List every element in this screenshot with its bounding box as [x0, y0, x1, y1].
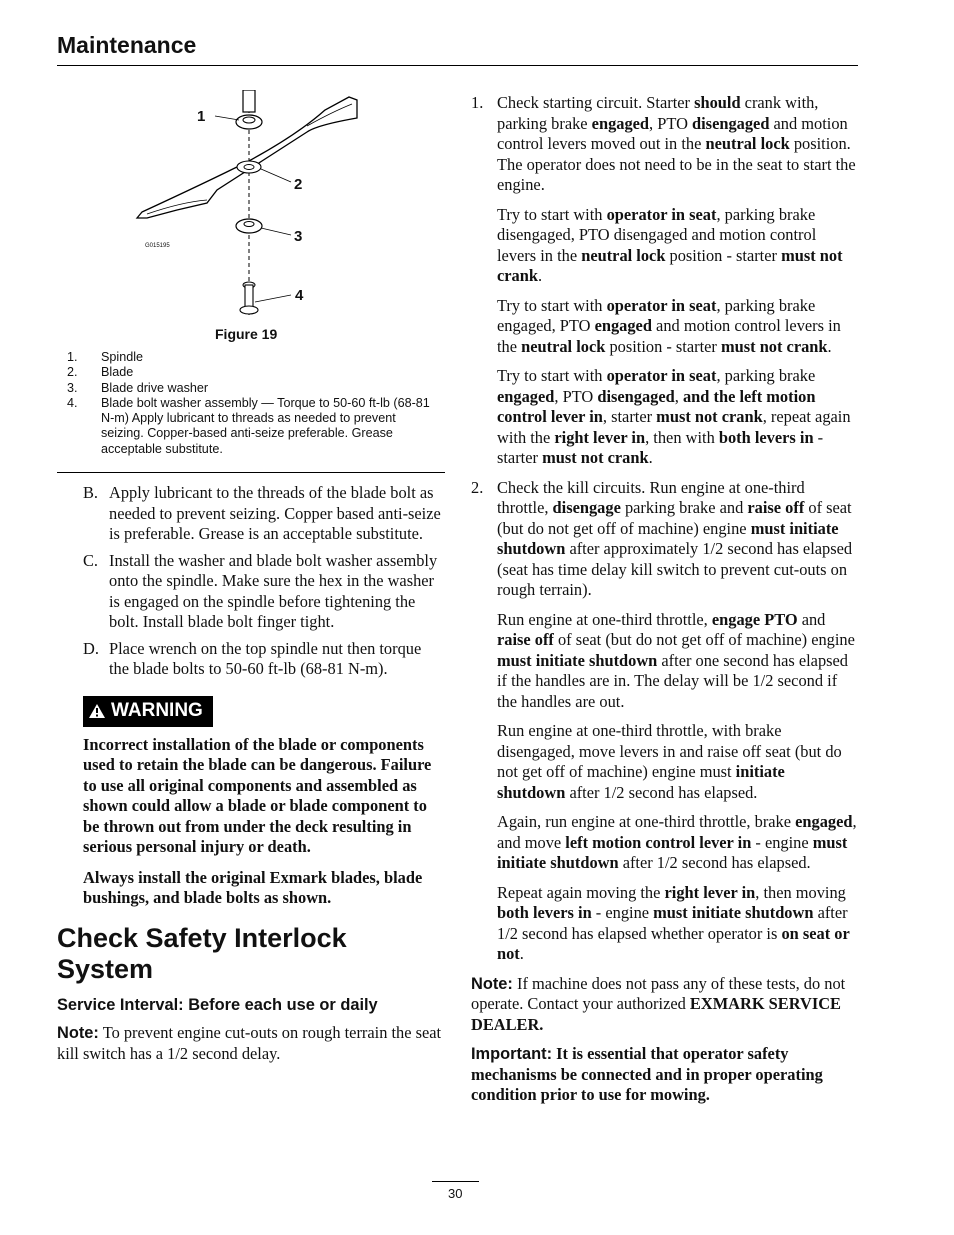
warning-paragraph: Always install the original Exmark blades, blade bushings, and blade bolts as shown. — [83, 867, 423, 908]
header-divider — [57, 65, 858, 66]
callout-3: 3 — [294, 228, 303, 245]
left-column — [57, 90, 445, 1073]
item1-paragraph-2: Try to start with operator in seat, parking brake disengaged, PTO disengaged and motion control levers in the neutral lock position - starter must not crank. — [497, 204, 843, 285]
item1-paragraph-3: Try to start with operator in seat, parking brake engaged, PTO engaged and motion control levers in the neutral lock position - starter must not crank. — [497, 295, 841, 356]
section-title: Check Safety Interlock System — [57, 922, 347, 984]
list-item-1: 1. Check starting circuit. Starter should crank with, parking brake engaged, PTO disengaged and motion control levers moved out in the neutral lock position. The operator does not need to be in the seat to start the engine. — [471, 93, 856, 194]
page-number: 30 — [448, 1186, 463, 1201]
step-b: B. Apply lubricant to the threads of the blade bolt as needed to prevent seizing. Copper based anti-seize is preferable. Grease is an acceptable substitute. — [83, 483, 441, 544]
item2-paragraph-1: Check the kill circuits. Run engine at one-third throttle, disengage parking brake and raise off of seat (but do not get off of machine) engine must initiate shutdown after approximately 1/2 second has elapsed (seat has time delay kill switch to prevent cut-outs on rough terrain). — [497, 477, 853, 599]
warning-paragraph: Incorrect installation of the blade or components used to retain the blade can be dangerous. Failure to use all original components and assembled as shown could allow a blade or blade component to be thrown out from under the deck resulting in serious personal injury or death. — [83, 734, 432, 857]
item1-paragraph-1: Check starting circuit. Starter should crank with, parking brake engaged, PTO disengaged and motion control levers moved out in the neutral lock position. The operator does not need to be in the seat to start the engine. — [497, 93, 856, 194]
right-column — [471, 93, 857, 1115]
footer-divider — [432, 1181, 479, 1182]
item2-paragraph-3: Run engine at one-third throttle, with brake disengaged, move levers in and raise off seat (but do not get off of machine) engine must initiate shutdown after 1/2 second has elapsed. — [497, 721, 842, 802]
legend-item: 4. Blade bolt washer assembly — Torque to 50-60 ft-lb (68-81 N-m) Apply lubricant to threads as needed to prevent seizing. Copper-based anti-seize preferable. Grease acceptable substitute. — [67, 395, 430, 456]
item2-paragraph-4: Again, run engine at one-third throttle, brake engaged, and move left motion control lever in - engine must initiate shutdown after 1/2 second has elapsed. — [497, 812, 857, 872]
item2-paragraph-2: Run engine at one-third throttle, engage PTO and raise off of seat (but do not get off of machine) engine must initiate shutdown after one second has elapsed if the handles are in. The delay will be 1/2 second if the handles are out. — [497, 609, 855, 711]
callout-4: 4 — [295, 287, 304, 304]
list-item-2: 2. Check the kill circuits. Run engine at one-third throttle, disengage parking brake and raise off of seat (but do not get off of machine) engine must initiate shutdown after approximately 1/2 second has elapsed (seat has time delay kill switch to prevent cut-outs on rough terrain). — [471, 478, 857, 601]
step-d: D. Place wrench on the top spindle nut then torque the blade bolts to 50-60 ft-lb (68-81 N-m). — [83, 638, 422, 679]
spindle-shape — [243, 90, 255, 112]
warning-text — [83, 735, 445, 909]
page-header-title: Maintenance — [57, 32, 197, 58]
callout-1: 1 — [197, 108, 206, 125]
legend-divider — [57, 472, 445, 473]
seat-delay-note: Note: To prevent engine cut-outs on rough terrain the seat kill switch has a 1/2 second delay. — [57, 1023, 442, 1063]
blade-assembly-illustration — [57, 90, 445, 350]
figure-code: G015195 — [145, 243, 170, 249]
figure-19 — [57, 90, 445, 350]
legend-item: 1. Spindle — [67, 350, 144, 364]
dealer-note: Note: If machine does not pass any of these tests, do not operate. Contact your authorized EXMARK SERVICE DEALER. — [471, 973, 846, 1034]
item1-paragraph-4: Try to start with operator in seat, parking brake engaged, PTO disengaged, and the left motion control lever in, starter must not crank, repeat again with the right lever in, then with both levers in - starter must not crank. — [497, 366, 851, 467]
legend-item: 3. Blade drive washer — [67, 380, 209, 395]
important-note: Important: It is essential that operator safety mechanisms be connected and in proper operating condition prior to use for mowing. — [471, 1044, 823, 1104]
callout-2: 2 — [294, 176, 303, 193]
warning-triangle-icon — [89, 704, 105, 718]
figure-caption: Figure 19 — [215, 326, 278, 342]
legend-item: 2. Blade — [67, 365, 134, 380]
item2-paragraph-5: Repeat again moving the right lever in, then moving both levers in - engine must initiate shutdown after 1/2 second has elapsed whether operator is on seat or not. — [497, 882, 850, 963]
service-interval: Service Interval: Before each use or daily — [57, 995, 378, 1014]
step-c: C. Install the washer and blade bolt washer assembly onto the spindle. Make sure the hex in the washer is engaged on the spindle before tightening the bolt. Install blade bolt finger tight. — [83, 550, 438, 632]
figure-legend — [57, 350, 445, 457]
warning-label-box: WARNING — [83, 696, 213, 727]
